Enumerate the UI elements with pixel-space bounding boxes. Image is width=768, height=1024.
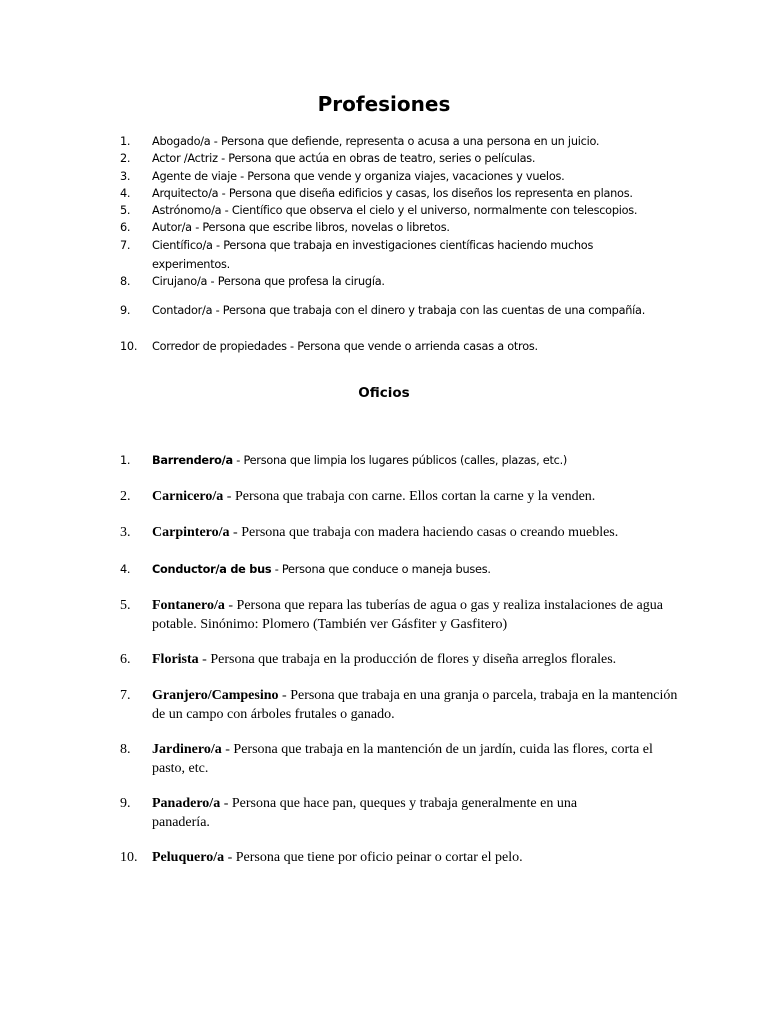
item-number: 3.	[120, 170, 131, 183]
item-description: Persona que limpia los lugares públicos (calles, plazas, etc.)	[243, 454, 568, 467]
item-description: Persona que tiene por oficio peinar o cortar el pelo.	[235, 850, 523, 865]
page-title: Profesiones	[317, 92, 451, 116]
document-page: Profesiones 1. Abogado/a - Persona que defiende, representa o acusa a una persona en un juicio. 2. Actor /Actriz - Persona que actúa en obras de teatro, series o películas. 3. Agente de viaje - Persona que vende y organiza viajes, vacaciones y vuelos. 4. Arquitecto/a - Persona que diseña edificios y casas, los diseños los representa en planos. 5. Astrónomo/a - Científico que observa el cielo y el universo, normalmente con telescopios. 6. Autor/a - Persona que escribe libros, novelas o libretos. 7. Científico/a - Persona que trabaja en investigaciones científicas haciendo muchos experimentos. 8. Cirujano/a - Persona que profesa la cirugía. 9. Contador/a - Persona que trabaja con el dinero y trabaja con las cuentas de una compañía. 10. Corredor de propiedades - Persona que vende o arrienda casas a otros. Oficios 1. Barrendero/a - Persona que limpia los lugares públicos (calles, plazas, etc.) 2. Carnicero/a - Persona que trabaja con carne. Ellos cortan la carne y la venden. 3. Carpintero/a - Persona que trabaja con madera haciendo casas o creando muebles. 4. Conductor/a de bus - Persona que conduce o maneja buses. 5. Fontanero/a - Persona que repara las tuberías de agua o gas y realiza instalaciones de agua potable. Sinónimo: Plomero (También ver Gásfiter y Gasfitero) 6. Florista - Persona que trabaja en la producción de flores y diseña arreglos florales. 7. Granjero/Campesino - Persona que trabaja en una granja o parcela, trabaja en la mantención de un campo con árboles frutales o ganado. 8. Jardinero/a - Persona que trabaja en la mantención de un jardín, cuida las flores, corta el pasto, etc. 9. Panadero/a - Persona que hace pan, queques y trabaja generalmente en una panadería. 10. Peluquero/a - Persona que tiene por oficio peinar o cortar el pelo.	[0, 0, 768, 1024]
item-description: Persona que trabaja con carne. Ellos cortan la carne y la venden.	[234, 489, 596, 504]
item-term: Corredor de propiedades	[152, 340, 287, 353]
item-number: 4.	[120, 187, 131, 200]
item-number: 1.	[120, 135, 131, 148]
item-description: Persona que repara las tuberías de agua o gas y realiza instalaciones de agua potable. Sinónimo: Plomero (También ver Gásfiter y Gasfitero)	[152, 598, 663, 632]
item-term: Científico/a	[152, 239, 213, 252]
item-number: 5.	[120, 598, 131, 613]
item-number: 8.	[120, 275, 131, 288]
item-term: Autor/a	[152, 221, 192, 234]
item-number: 10.	[120, 850, 138, 865]
item-term: Peluquero/a	[152, 850, 225, 865]
item-description: Persona que trabaja con el dinero y trabaja con las cuentas de una compañía.	[222, 304, 646, 317]
item-description: Persona que vende o arrienda casas a otros.	[297, 340, 538, 353]
item-number: 2.	[120, 152, 131, 165]
item-number: 2.	[120, 489, 131, 504]
item-description: Persona que trabaja en una granja o parcela, trabaja en la mantención de un campo con árboles frutales o ganado.	[152, 688, 678, 722]
item-description: Persona que defiende, representa o acusa a una persona en un juicio.	[220, 135, 600, 148]
section-title: Oficios	[358, 385, 410, 401]
item-number: 5.	[120, 204, 131, 217]
item-term: Granjero/Campesino	[152, 688, 279, 703]
item-term: Conductor/a de bus	[152, 563, 272, 576]
item-term: Barrendero/a	[152, 454, 233, 467]
item-term: Cirujano/a	[152, 275, 208, 288]
item-term: Florista	[152, 652, 199, 667]
item-description: Persona que diseña edificios y casas, los diseños los representa en planos.	[228, 187, 633, 200]
item-number: 6.	[120, 652, 131, 667]
item-term: Agente de viaje	[152, 170, 237, 183]
item-term: Fontanero/a	[152, 598, 225, 613]
item-description: Persona que escribe libros, novelas o libretos.	[202, 221, 450, 234]
item-term: Astrónomo/a	[152, 204, 222, 217]
item-number: 7.	[120, 688, 131, 703]
item-term: Jardinero/a	[152, 742, 222, 757]
item-term: Panadero/a	[152, 796, 221, 811]
item-description: Científico que observa el cielo y el universo, normalmente con telescopios.	[231, 204, 638, 217]
item-number: 7.	[120, 239, 131, 252]
item-description: Persona que actúa en obras de teatro, series o películas.	[228, 152, 536, 165]
item-number: 4.	[120, 563, 131, 576]
item-term: Abogado/a	[152, 135, 211, 148]
item-number: 9.	[120, 796, 131, 811]
item-term: Carpintero/a	[152, 525, 230, 540]
item-description: Persona que trabaja en la mantención de un jardín, cuida las flores, corta el pasto, etc.	[152, 742, 653, 776]
item-description: Persona que conduce o maneja buses.	[281, 563, 491, 576]
item-description: Persona que trabaja en investigaciones científicas haciendo muchos experimentos.	[152, 239, 594, 271]
item-number: 10.	[120, 340, 138, 353]
item-term: Actor /Actriz	[152, 152, 218, 165]
item-description: Persona que trabaja con madera haciendo casas o creando muebles.	[241, 525, 619, 540]
item-number: 3.	[120, 525, 131, 540]
item-number: 6.	[120, 221, 131, 234]
item-term: Contador/a	[152, 304, 213, 317]
item-number: 1.	[120, 454, 131, 467]
item-description: Persona que trabaja en la producción de flores y diseña arreglos florales.	[210, 652, 617, 667]
item-number: 8.	[120, 742, 131, 757]
item-description: Persona que vende y organiza viajes, vacaciones y vuelos.	[247, 170, 565, 183]
item-term: Carnicero/a	[152, 489, 224, 504]
item-term: Arquitecto/a	[152, 187, 219, 200]
item-number: 9.	[120, 304, 131, 317]
item-description: Persona que hace pan, queques y trabaja generalmente en una panadería.	[152, 796, 578, 830]
item-description: Persona que profesa la cirugía.	[217, 275, 385, 288]
